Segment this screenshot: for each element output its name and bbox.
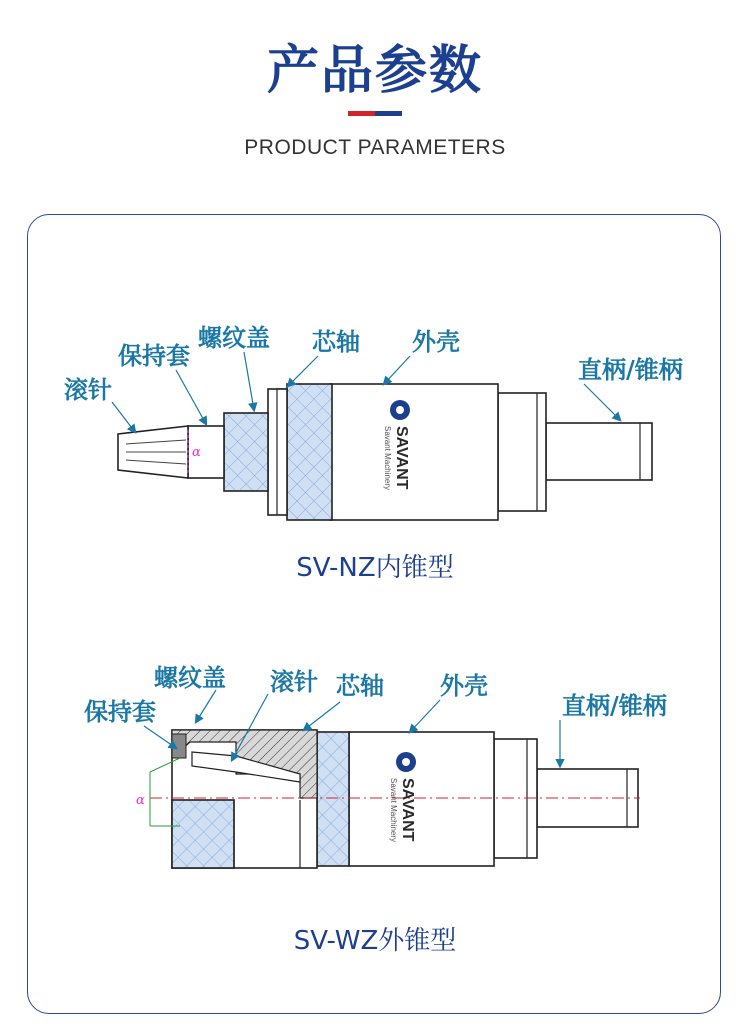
wz-angle-label: α <box>136 793 145 808</box>
nz-shank <box>546 423 652 480</box>
diagram-wz <box>84 663 667 868</box>
nz-brand-sub: Savant Machinery <box>383 426 392 491</box>
wz-brand-text: SAVANT <box>399 778 416 842</box>
nz-step <box>498 393 546 511</box>
wz-label-thread-cap: 螺纹盖 <box>154 663 226 692</box>
nz-label-thread-cap: 螺纹盖 <box>198 323 270 352</box>
nz-angle-label: α <box>192 445 201 460</box>
wz-knurl-ring <box>317 732 349 866</box>
wz-label-housing: 外壳 <box>440 671 488 700</box>
nz-label-needle: 滚针 <box>64 375 112 404</box>
nz-label-retainer: 保持套 <box>118 341 190 370</box>
wz-housing <box>349 732 494 866</box>
nz-housing <box>330 384 498 520</box>
page-title: 产品参数 <box>266 41 483 101</box>
wz-label-core-shaft: 芯轴 <box>336 671 384 700</box>
wz-label-needle: 滚针 <box>270 667 318 696</box>
wz-caption: SV-WZ外锥型 <box>293 926 457 956</box>
nz-label-housing: 外壳 <box>412 327 460 356</box>
diagram-nz <box>64 323 683 520</box>
nz-knurl-ring <box>287 384 332 520</box>
nz-label-shank: 直柄/锥柄 <box>578 355 683 384</box>
nz-caption: SV-NZ内锥型 <box>296 553 454 583</box>
wz-label-shank: 直柄/锥柄 <box>562 691 667 720</box>
nz-label-core-shaft: 芯轴 <box>312 327 360 356</box>
wz-label-retainer: 保持套 <box>84 697 156 726</box>
nz-brand-text: SAVANT <box>393 426 410 490</box>
nz-thread-cap <box>224 413 268 491</box>
page-subtitle: PRODUCT PARAMETERS <box>244 136 506 159</box>
wz-brand-sub: Savant Machinery <box>389 778 398 843</box>
wz-thread-cap <box>172 800 234 868</box>
